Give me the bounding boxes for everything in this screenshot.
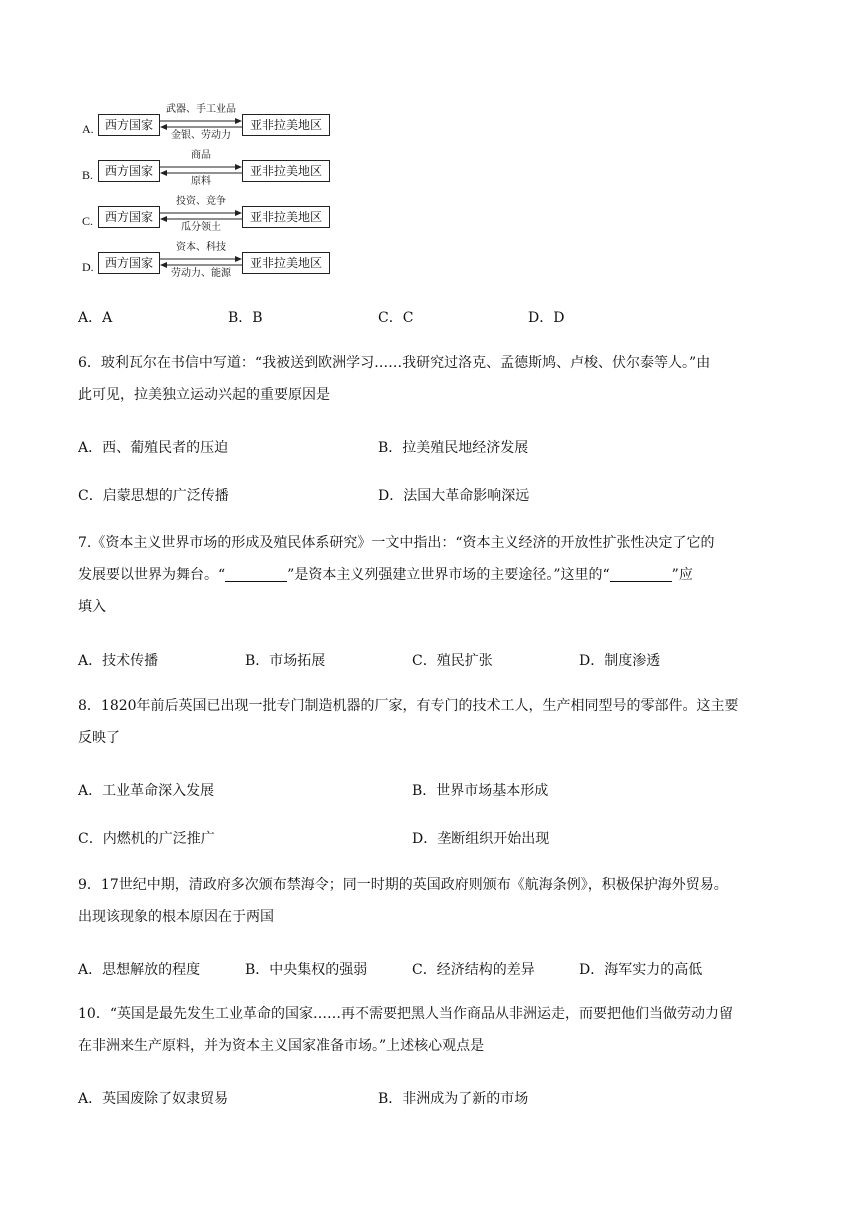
diagram-row-c — [78, 196, 338, 242]
question-text-line: 7.《资本主义世界市场的形成及殖民体系研究》一文中指出：“资本主义经济的开放性扩张性决定了它的 — [78, 535, 715, 551]
diagram-row-letter: B. — [82, 168, 94, 182]
afro-asia-latin-box: 亚非拉美地区 — [242, 206, 330, 228]
afro-asia-latin-box: 亚非拉美地区 — [242, 252, 330, 274]
option-d[interactable]: D．制度渗透 — [579, 653, 661, 669]
west-box: 西方国家 — [98, 206, 160, 228]
option-b[interactable]: B．非洲成为了新的市场 — [378, 1091, 529, 1107]
bottom-label: 劳动力、能源 — [171, 268, 231, 279]
option-b[interactable]: B．市场拓展 — [245, 653, 326, 669]
option-c[interactable]: C．C — [378, 310, 414, 326]
diagram-row-letter: D. — [82, 260, 94, 274]
bottom-label: 原料 — [191, 176, 211, 187]
question-10 — [78, 998, 788, 1062]
arrow-zone — [160, 242, 242, 282]
diagram-row-a — [78, 104, 338, 150]
option-c[interactable]: C．经济结构的差异 — [412, 962, 535, 978]
option-d[interactable]: D．垄断组织开始出现 — [412, 831, 550, 847]
option-b[interactable]: B．拉美殖民地经济发展 — [378, 440, 529, 456]
top-label: 武器、手工业品 — [166, 104, 236, 115]
question-text-line: 9．17世纪中期，清政府多次颁布禁海令；同一时期的英国政府则颁布《航海条例》，积极保护海外贸易。 — [78, 877, 728, 893]
question-text-line: 6．玻利瓦尔在书信中写道：“我被送到欧洲学习……我研究过洛克、孟德斯鸠、卢梭、伏尔泰等人。”由 — [78, 355, 711, 371]
option-c[interactable]: C．殖民扩张 — [412, 653, 493, 669]
question-text-segment: 发展要以世界为舞台。“ — [78, 567, 226, 583]
arrow-zone — [160, 104, 242, 144]
question-text-line: 出现该现象的根本原因在于两国 — [78, 909, 274, 925]
diagram-row-letter: A. — [82, 122, 94, 136]
option-d[interactable]: D．海军实力的高低 — [579, 962, 703, 978]
question-text-line: 8．1820年前后英国已出现一批专门制造机器的厂家，有专门的技术工人，生产相同型号的零部件。这主要 — [78, 698, 739, 714]
top-label: 资本、科技 — [176, 242, 226, 253]
option-c[interactable]: C．内燃机的广泛推广 — [78, 831, 215, 847]
question-8 — [78, 690, 788, 754]
option-c[interactable]: C．启蒙思想的广泛传播 — [78, 488, 229, 504]
option-b[interactable]: B．中央集权的强弱 — [245, 962, 368, 978]
option-a[interactable]: A．技术传播 — [78, 653, 159, 669]
top-label: 投资、竞争 — [176, 196, 226, 207]
option-a[interactable]: A．英国废除了奴隶贸易 — [78, 1091, 229, 1107]
question-9 — [78, 869, 788, 933]
fill-blank[interactable] — [610, 567, 672, 582]
question-text-line: 10．“英国是最先发生工业革命的国家……再不需要把黑人当作商品从非洲运走，而要把他们当做劳动力留 — [78, 1006, 733, 1022]
diagram-row-d — [78, 242, 338, 288]
arrow-zone — [160, 196, 242, 236]
diagram-row-letter: C. — [82, 214, 94, 228]
west-box: 西方国家 — [98, 160, 160, 182]
bottom-label: 瓜分领土 — [181, 222, 221, 233]
option-a[interactable]: A．A — [78, 310, 113, 326]
west-box: 西方国家 — [98, 114, 160, 136]
trade-diagram — [78, 104, 338, 288]
diagram-row-b — [78, 150, 338, 196]
option-a[interactable]: A．西、葡殖民者的压迫 — [78, 440, 229, 456]
arrow-zone — [160, 150, 242, 190]
option-b[interactable]: B．世界市场基本形成 — [412, 783, 549, 799]
question-7 — [78, 527, 788, 623]
afro-asia-latin-box: 亚非拉美地区 — [242, 114, 330, 136]
top-label: 商品 — [191, 150, 211, 161]
option-d[interactable]: D．法国大革命影响深远 — [378, 488, 530, 504]
question-text-line: 此可见，拉美独立运动兴起的重要原因是 — [78, 387, 330, 403]
afro-asia-latin-box: 亚非拉美地区 — [242, 160, 330, 182]
question-6 — [78, 347, 788, 411]
option-d[interactable]: D．D — [528, 310, 565, 326]
option-b[interactable]: B．B — [228, 310, 263, 326]
question-text-segment: ”是资本主义列强建立世界市场的主要途径。”这里的“ — [287, 567, 610, 583]
bottom-label: 金银、劳动力 — [171, 130, 231, 141]
question-text-line: 反映了 — [78, 730, 120, 746]
question-text-line — [78, 559, 788, 591]
west-box: 西方国家 — [98, 252, 160, 274]
option-a[interactable]: A．工业革命深入发展 — [78, 783, 215, 799]
fill-blank[interactable] — [225, 567, 287, 582]
question-text-line: 填入 — [78, 599, 106, 615]
question-text-segment: ”应 — [671, 567, 693, 583]
question-text-line: 在非洲来生产原料，并为资本主义国家准备市场。”上述核心观点是 — [78, 1038, 485, 1054]
option-a[interactable]: A．思想解放的程度 — [78, 962, 201, 978]
